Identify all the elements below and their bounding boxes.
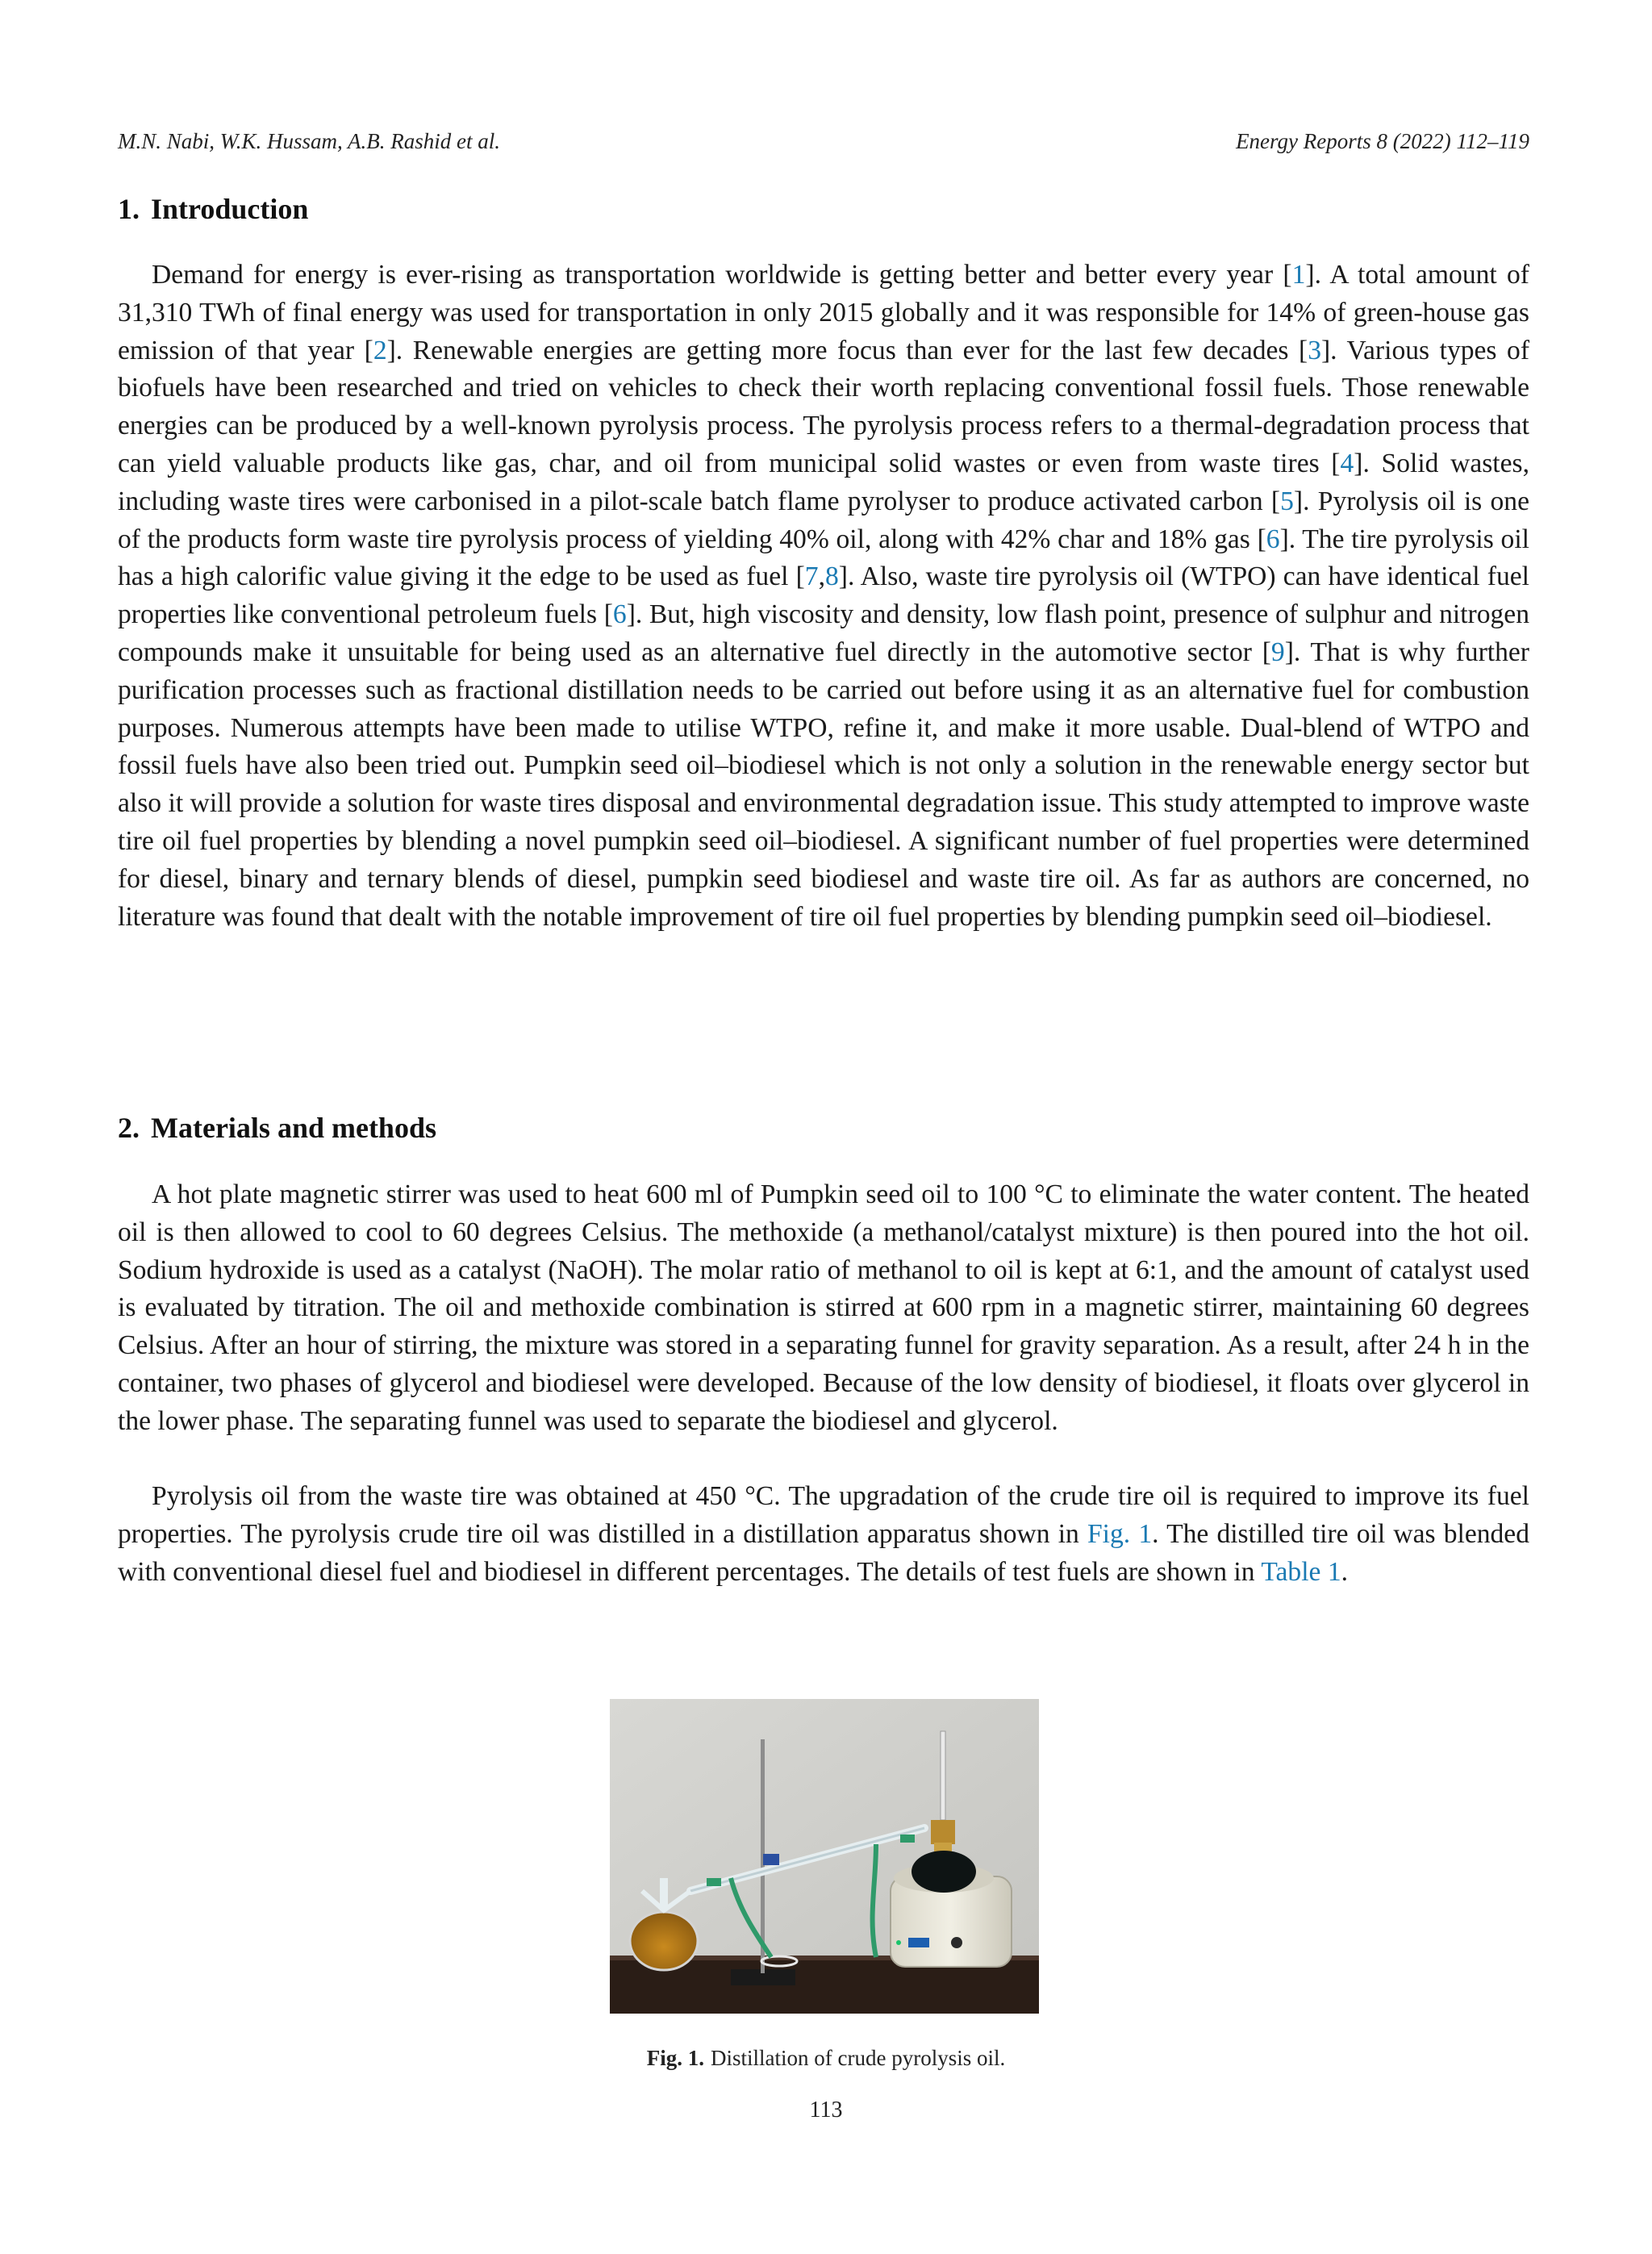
- section-heading-methods: [118, 1111, 436, 1145]
- figure-caption: [0, 2046, 1652, 2071]
- distillation-photo: [610, 1699, 1039, 2014]
- distillation-apparatus-illustration: [610, 1699, 1039, 2014]
- section-title: Introduction: [151, 193, 309, 225]
- citation-link[interactable]: 3: [1308, 335, 1321, 365]
- citation-link[interactable]: 6: [612, 599, 627, 630]
- citation-link[interactable]: 4: [1340, 448, 1354, 478]
- header-authors: M.N. Nabi, W.K. Hussam, A.B. Rashid et al.: [118, 129, 501, 153]
- citation-link[interactable]: 2: [373, 335, 387, 365]
- introduction-paragraph: Demand for energy is ever-rising as transportation worldwide is getting better and better every year [1]. A total amount of 31,310 TWh of final energy was used for transportation in only 2015 globally and it was responsible for 14% of green-house gas emission of that year [2]. Renewable energies are getting more focus than ever for the last few decades [3]. Various types of biofuels have been researched and tried on vehicles to check their worth replacing conventional fossil fuels. Those renewable energies can be produced by a well-known pyrolysis process. The pyrolysis process refers to a thermal-degradation process that can yield valuable products like gas, char, and oil from municipal solid wastes or even from waste tires [4]. Solid wastes, including waste tires were carbonised in a pilot-scale batch flame pyrolyser to produce activated carbon [5]. Pyrolysis oil is one of the products form waste tire pyrolysis process of yielding 40% oil, along with 42% char and 18% gas [6]. The tire pyrolysis oil has a high calorific value giving it the edge to be used as fuel [7,8]. Also, waste tire pyrolysis oil (WTPO) can have identical fuel properties like conventional petroleum fuels [6]. But, high viscosity and density, low flash point, presence of sulphur and nitrogen compounds make it unsuitable for being used as an alternative fuel directly in the automotive sector [9]. That is why further purification processes such as fractional distillation needs to be carried out before using it as an alternative fuel for combustion purposes. Numerous attempts have been made to utilise WTPO, refine it, and make it more usable. Dual-blend of WTPO and fossil fuels have also been tried out. Pumpkin seed oil–biodiesel which is not only a solution in the renewable energy sector but also it will provide a solution for waste tires disposal and environmental degradation issue. This study attempted to improve waste tire oil fuel properties by blending a novel pumpkin seed oil–biodiesel. A significant number of fuel properties were determined for diesel, binary and ternary blends of diesel, pumpkin seed biodiesel and waste tire oil. As far as authors are concerned, no literature was found that dealt with the notable improvement of tire oil fuel properties by blending pumpkin seed oil–biodiesel.: [118, 260, 1530, 932]
- citation-link[interactable]: 9: [1270, 637, 1285, 667]
- citation-link[interactable]: 6: [1266, 524, 1280, 554]
- section-number: 1.: [118, 193, 140, 225]
- citation-link[interactable]: 7: [804, 561, 819, 592]
- section-heading-introduction: [118, 192, 308, 226]
- methods-paragraph-1: A hot plate magnetic stirrer was used to heat 600 ml of Pumpkin seed oil to 100 °C to eliminate the water content. The heated oil is then allowed to cool to 60 degrees Celsius. The methoxide (a methanol/catalyst mixture) is then poured into the hot oil. Sodium hydroxide is used as a catalyst (NaOH). The molar ratio of methanol to oil is kept at 6:1, and the amount of catalyst used is evaluated by titration. The oil and methoxide combination is stirred at 600 rpm in a magnetic stirrer, maintaining 60 degrees Celsius. After an hour of stirring, the mixture was stored in a separating funnel for gravity separation. As a result, after 24 h in the container, two phases of glycerol and biodiesel were developed. Because of the low density of biodiesel, it floats over glycerol in the lower phase. The separating funnel was used to separate the biodiesel and glycerol.: [118, 1179, 1529, 1436]
- citation-link[interactable]: 5: [1280, 486, 1294, 516]
- methods-paragraph-2: Pyrolysis oil from the waste tire was obtained at 450 °C. The upgradation of the crude tire oil is required to improve its fuel properties. The pyrolysis crude tire oil was distilled in a distillation apparatus shown in Fig. 1. The distilled tire oil was blended with conventional diesel fuel and biodiesel in different percentages. The details of test fuels are shown in Table 1.: [118, 1481, 1529, 1587]
- section-number: 2.: [118, 1112, 140, 1144]
- running-header: [118, 129, 1529, 154]
- page-number: 113: [809, 2097, 843, 2123]
- citation-link[interactable]: 8: [824, 561, 839, 592]
- table-reference-link[interactable]: Table 1: [1261, 1556, 1341, 1587]
- figure-caption-text: Distillation of crude pyrolysis oil.: [711, 2046, 1006, 2070]
- figure-label: Fig. 1.: [646, 2046, 705, 2070]
- figure-reference-link[interactable]: Fig. 1: [1087, 1518, 1153, 1549]
- citation-link[interactable]: 1: [1291, 260, 1306, 290]
- section-title: Materials and methods: [151, 1112, 436, 1144]
- header-journal: Energy Reports 8 (2022) 112–119: [1236, 129, 1529, 153]
